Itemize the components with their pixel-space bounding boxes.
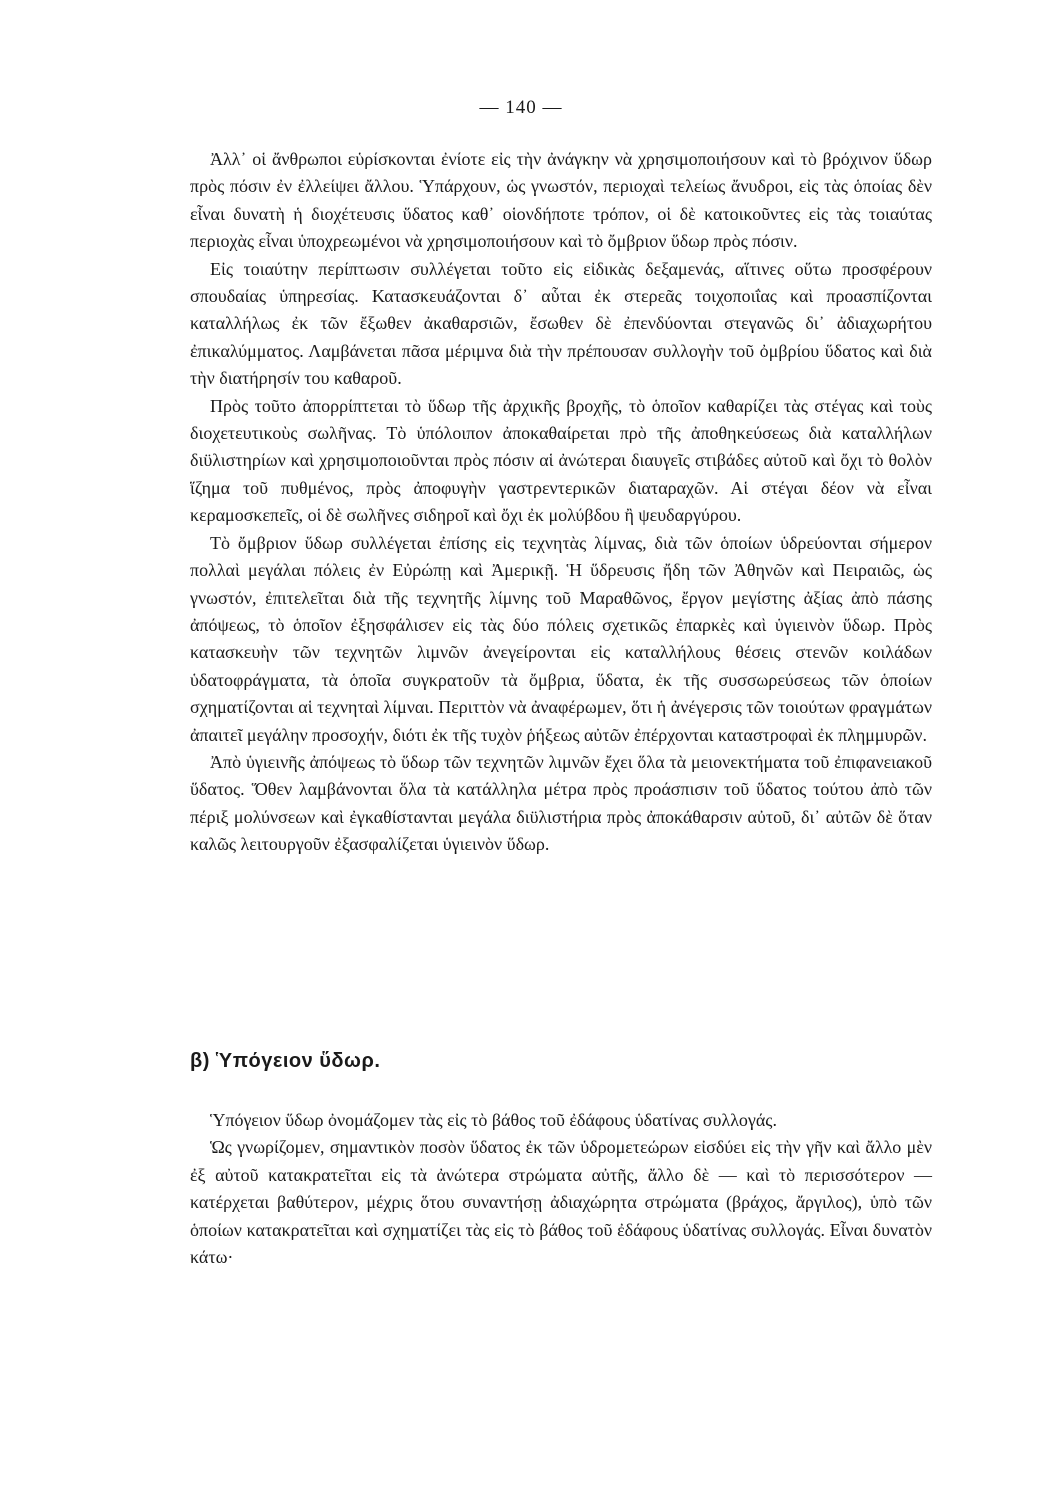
paragraph-3: Πρὸς τοῦτο ἀπορρίπτεται τὸ ὕδωρ τῆς ἀρχικῆς βροχῆς, τὸ ὁποῖον καθαρίζει τὰς στέγας καὶ τοὺς διοχετευτικοὺς σωλῆνας. Τὸ ὑπόλοιπον ἀποκαθαίρεται πρὸ τῆς ἀποθηκεύσεως διὰ καταλλήλων διϋλιστηρίων καὶ χρησιμοποιοῦνται πρὸς πόσιν αἱ ἀνώτεραι διαυγεῖς στιβάδες αὐτοῦ καὶ ὄχι τὸ θολὸν ἵζημα τοῦ πυθμένος, πρὸς ἀποφυγὴν γαστρεντερικῶν διαταραχῶν. Αἱ στέγαι δέον νὰ εἶναι κεραμοσκεπεῖς, οἱ δὲ σωλῆνες σιδηροῖ καὶ ὄχι ἐκ μολύβδου ἢ ψευδαργύρου. [190, 395, 932, 526]
paragraph-5: Ἀπὸ ὑγιεινῆς ἀπόψεως τὸ ὕδωρ τῶν τεχνητῶν λιμνῶν ἔχει ὅλα τὰ μειονεκτήματα τοῦ ἐπιφανειακοῦ ὕδατος. Ὅθεν λαμβάνονται ὅλα τὰ κατάλληλα μέτρα πρὸς προάσπισιν τοῦ ὕδατος τούτου ἀπὸ τῶν πέριξ μολύνσεων καὶ ἐγκαθίστανται μεγάλα διϋλιστήρια πρὸς ἀποκάθαρσιν αὐτοῦ, δι᾽ αὐτῶν δὲ ὅταν καλῶς λειτουργοῦν ἐξασφαλίζεται ὑγιεινὸν ὕδωρ. [190, 751, 932, 855]
paragraph-4: Τὸ ὄμβριον ὕδωρ συλλέγεται ἐπίσης εἰς τεχνητὰς λίμνας, διὰ τῶν ὁποίων ὑδρεύονται σήμερον πολλαὶ μεγάλαι πόλεις ἐν Εὐρώπῃ καὶ Ἀμερικῇ. Ἡ ὕδρευσις ἤδη τῶν Ἀθηνῶν καὶ Πειραιῶς, ὡς γνωστόν, ἐπιτελεῖται διὰ τῆς τεχνητῆς λίμνης τοῦ Μαραθῶνος, ἔργον μεγίστης ἀξίας ἀπὸ πάσης ἀπόψεως, τὸ ὁποῖον ἐξησφάλισεν εἰς τὰς δύο πόλεις σχετικῶς ἐπαρκὲς καὶ ὑγιεινὸν ὕδωρ. Πρὸς κατασκευὴν τῶν τεχνητῶν λιμνῶν ἀνεγείρονται εἰς καταλλήλους θέσεις στενῶν κοιλάδων ὑδατοφράγματα, τὰ ὁποῖα συγκρατοῦν τὰ ὄμβρια, ὕδατα, ἐκ τῆς συσσωρεύσεως τῶν ὁποίων σχηματίζονται αἱ τεχνηταὶ λίμναι. Περιττὸν νὰ ἀναφέρωμεν, ὅτι ἡ ἀνέγερσις τῶν τοιούτων φραγμάτων ἀπαιτεῖ μεγάλην προσοχήν, διότι ἐκ τῆς τυχὸν ῥήξεως αὐτῶν ἐπέρχονται καταστροφαὶ ἐκ πλημμυρῶν. [190, 532, 932, 745]
section-heading: β) Ὑπόγειον ὕδωρ. [190, 1050, 381, 1072]
main-text [190, 146, 932, 859]
section-text [190, 1107, 932, 1271]
section-paragraph-2: Ὡς γνωρίζομεν, σημαντικὸν ποσὸν ὕδατος ἐκ τῶν ὑδρομετεώρων εἰσδύει εἰς τὴν γῆν καὶ ἄλλο μὲν ἐξ αὐτοῦ κατακρατεῖται εἰς τὰ ἀνώτερα στρώματα αὐτῆς, ἄλλο δὲ — καὶ τὸ περισσότερον — κατέρχεται βαθύτερον, μέχρις ὅτου συναντήσῃ ἀδιαχώρητα στρώματα (βράχος, ἄργιλος), ὑπὸ τῶν ὁποίων κατακρατεῖται καὶ σχηματίζει τὰς εἰς τὸ βάθος τοῦ ἐδάφους ὑδατίνας συλλογάς. Εἶναι δυνατὸν κάτω· [190, 1137, 932, 1268]
page-number: — 140 — [479, 97, 563, 118]
section-paragraph-1: Ὑπόγειον ὕδωρ ὀνομάζομεν τὰς εἰς τὸ βάθος τοῦ ἐδάφους ὑδατίνας συλλογάς. [210, 1110, 777, 1130]
paragraph-2: Εἰς τοιαύτην περίπτωσιν συλλέγεται τοῦτο εἰς εἰδικὰς δεξαμενάς, αἵτινες οὕτω προσφέρουν σπουδαίας ὑπηρεσίας. Κατασκευάζονται δ᾽ αὗται ἐκ στερεᾶς τοιχοποιΐας καὶ προασπίζονται καταλλήλως ἐκ τῶν ἔξωθεν ἀκαθαρσιῶν, ἔσωθεν δὲ ἐπενδύονται στεγανῶς δι᾽ ἀδιαχωρήτου ἐπικαλύμματος. Λαμβάνεται πᾶσα μέριμνα διὰ τὴν πρέπουσαν συλλογὴν τοῦ ὀμβρίου ὕδατος καὶ διὰ τὴν διατήρησίν του καθαροῦ. [190, 258, 932, 389]
paragraph-1: Ἀλλ᾽ οἱ ἄνθρωποι εὑρίσκονται ἐνίοτε εἰς τὴν ἀνάγκην νὰ χρησιμοποιήσουν καὶ τὸ βρόχινον ὕδωρ πρὸς πόσιν ἐν ἐλλείψει ἄλλου. Ὑπάρχουν, ὡς γνωστόν, περιοχαὶ τελείως ἄνυδροι, εἰς τὰς ὁποίας δὲν εἶναι δυνατὴ ἡ διοχέτευσις ὕδατος καθ᾽ οἱονδήποτε τρόπον, οἱ δὲ κατοικοῦντες εἰς τὰς τοιαύτας περιοχὰς εἶναι ὑποχρεωμένοι νὰ χρησιμοποιήσουν καὶ τὸ ὄμβριον ὕδωρ πρὸς πόσιν. [190, 149, 932, 252]
